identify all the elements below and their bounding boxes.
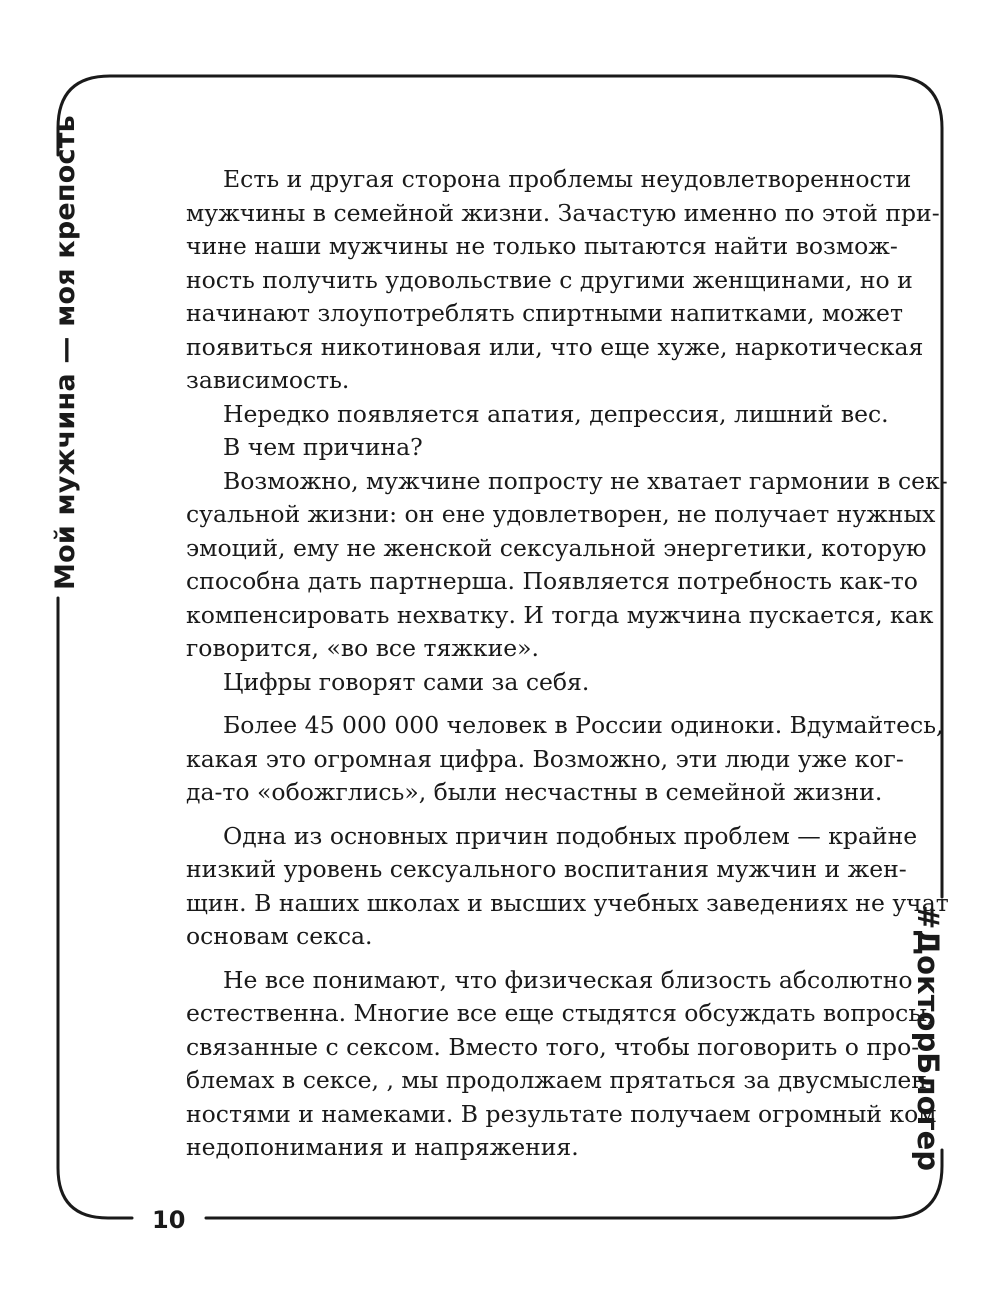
text-line: Не все понимают, что физическая близость абсолютно [223,965,913,994]
text-line: связанные с сексом. Вместо того, чтобы поговорить о про- [186,1032,920,1061]
text-line: зависимость. [186,366,350,394]
text-line: начинают злоупотреблять спиртными напитками, может [186,299,903,327]
text-line: Есть и другая сторона проблемы неудовлетворенности [223,165,912,193]
text-line: низкий уровень сексуального воспитания мужчин и жен- [186,855,907,883]
paragraph [186,163,940,398]
text-line: блемах в сексе, , мы продолжаем прятаться за двусмыслен- [186,1066,935,1094]
text-line: да-то «обожглись», были несчастны в семейной жизни. [186,778,883,806]
text-line: чине наши мужчины не только пытаются найти возмож- [186,232,898,260]
paragraph [186,431,848,465]
author-hashtag: #ДокторБлогер [911,905,945,1172]
text-line: компенсировать нехватку. И тогда мужчина пускается, как [186,600,934,629]
paragraph [186,709,944,810]
text-line: говорится, «во все тяжкие». [186,634,540,662]
text-line: Более 45 000 000 человек в России одиноки. Вдумайтесь, [223,711,944,739]
text-line: Возможно, мужчине попросту не хватает гармонии в сек- [223,466,948,495]
book-title: Мой мужчина — моя крепость [50,115,81,590]
frame-top [58,76,942,158]
text-line: появиться никотиновая или, что еще хуже, наркотическая [186,332,924,361]
frame-left-lower [58,598,132,1218]
text-line: щин. В наших школах и высших учебных заведениях не учат [186,888,949,917]
paragraph [186,465,948,666]
text-line: В чем причина? [223,433,423,461]
text-line: способна дать партнерша. Появляется потребность как-то [186,567,918,595]
text-line: Нередко появляется апатия, депрессия, лишний вес. [223,399,889,428]
page-number: 10 [152,1206,186,1234]
text-line: недопонимания и напряжения. [186,1133,579,1161]
text-line: эмоций, ему не женской сексуальной энергетики, которую [186,533,927,562]
text-line: основам секса. [186,922,373,950]
text-line: ность получить удовольствие с другими женщинами, но и [186,265,913,294]
text-line: естественна. Многие все еще стыдятся обсуждать вопросы, [186,999,935,1027]
paragraph [186,820,949,954]
text-line: Одна из основных причин подобных проблем — крайне [223,821,918,850]
text-line: какая это огромная цифра. Возможно, эти люди уже ког- [186,744,904,773]
text-line: ностями и намеками. В результате получаем огромный ком [186,1099,937,1128]
text-line: Цифры говорят сами за себя. [223,667,590,696]
paragraph [186,666,848,700]
paragraph [186,398,889,432]
text-line: суальной жизни: он ене удовлетворен, не получает нужных [186,500,936,528]
text-line: мужчины в семейной жизни. Зачастую именно по этой при- [186,198,940,227]
